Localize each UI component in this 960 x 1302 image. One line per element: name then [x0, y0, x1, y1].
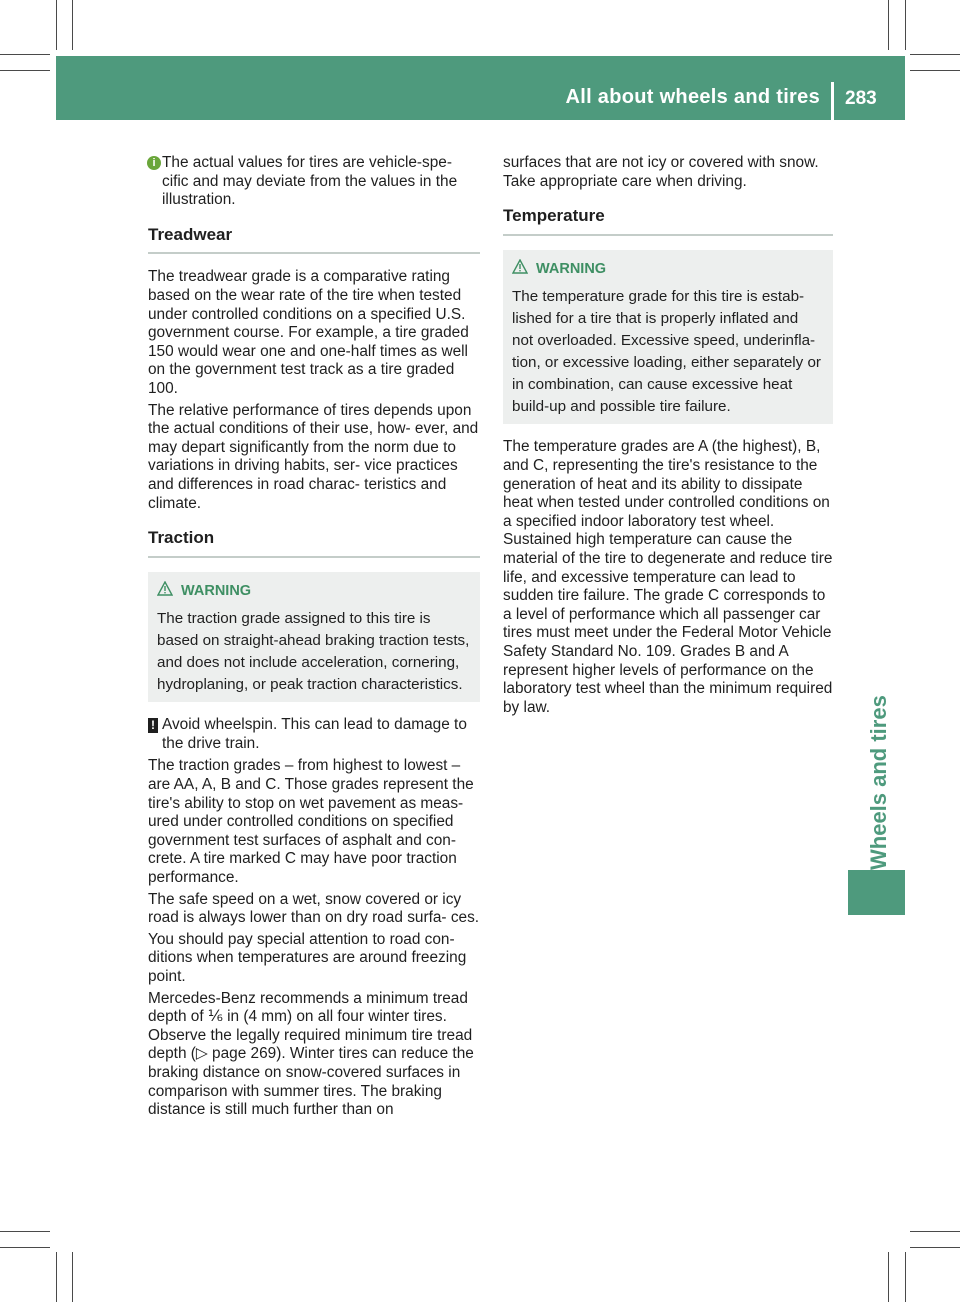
warning-heading — [512, 260, 823, 279]
crop-mark — [0, 1247, 50, 1248]
continuation-paragraph: surfaces that are not icy or covered with snow. Take appropriate care when driving. — [503, 154, 819, 190]
section-title-treadwear: Treadwear — [148, 226, 480, 255]
side-tab-marker — [848, 870, 905, 915]
right-column — [503, 154, 833, 733]
info-note — [148, 154, 480, 210]
crop-mark — [56, 1252, 57, 1302]
temperature-section — [503, 207, 833, 717]
section-title-temperature: Temperature — [503, 207, 833, 236]
crop-mark — [910, 1231, 960, 1232]
crop-mark — [888, 0, 889, 50]
info-note-text: The actual values for tires are vehicle-spe- cific and may deviate from the values in the illustration. — [162, 154, 458, 209]
header-divider — [831, 82, 834, 120]
crop-mark — [72, 1252, 73, 1302]
info-icon: i — [147, 156, 161, 170]
treadwear-paragraph: The treadwear grade is a comparative rating based on the wear rate of the tire when tested under controlled conditions on a specified U.S. government course. For example, a tire graded 150 would wear one and one-half times as well on the government test track as a tire graded 100. — [148, 268, 469, 397]
crop-mark — [905, 0, 906, 50]
caution-text: Avoid wheelspin. This can lead to damage to the drive train. — [162, 716, 467, 752]
crop-mark — [0, 70, 50, 71]
traction-paragraph: You should pay special attention to road con- ditions when temperatures are around freezing point. — [148, 930, 467, 985]
section-title-traction: Traction — [148, 529, 480, 558]
warning-box — [503, 250, 833, 425]
traction-paragraph: The safe speed on a wet, snow covered or icy road is always lower than on dry road surfa- ces. — [148, 890, 480, 927]
crop-mark — [0, 1231, 50, 1232]
warning-triangle-icon — [157, 581, 173, 596]
left-column — [148, 154, 480, 1136]
warning-box — [148, 572, 480, 703]
warning-text: The traction grade assigned to this tire is based on straight-ahead braking traction tests, and does not include acceleration, cornering, hydroplaning, or peak traction characteristics. — [157, 610, 470, 694]
crop-mark — [910, 1247, 960, 1248]
traction-paragraph: Mercedes-Benz recommends a minimum tread depth of ⅙ in (4 mm) on all four winter tires. Observe the legally required minimum tire tread depth (▷ page 269). Winter tires can reduce the braking distance on snow-covered surfaces in comparison with summer tires. The braking distance is still much further than on — [148, 989, 474, 1119]
warning-heading — [157, 582, 470, 601]
crop-mark — [905, 1252, 906, 1302]
warning-text: The temperature grade for this tire is estab- lished for a tire that is properly inflated and not overloaded. Excessive speed, underinfla- tion, or excessive loading, either separately or in combination, can cause excessive heat build-up and possible tire failure. — [512, 288, 821, 416]
crop-mark — [910, 70, 960, 71]
warning-label: WARNING — [536, 260, 607, 277]
treadwear-section — [148, 226, 480, 513]
crop-mark — [0, 54, 50, 55]
traction-paragraph: The traction grades – from highest to lowest – are AA, A, B and C. Those grades represent the tire's ability to stop on wet pavement as meas- ured under controlled conditions on specified government test surfaces of asphalt and con- crete. A tire marked C may have poor traction performance. — [148, 757, 474, 887]
crop-mark — [72, 0, 73, 50]
temperature-paragraph: The temperature grades are A (the highest), B, and C, representing the tire's resistance to the generation of heat and its ability to dissipate heat when tested under controlled conditions on a specified indoor laboratory test wheel. Sustained high temperature can cause the material of the tire to degenerate and reduce tire life, and excessive temperature can lead to sudden tire failure. The grade C corresponds to a level of performance which all passenger car tires must meet under the Federal Motor Vehicle Safety Standard No. 109. Grades B and A represent higher levels of performance on the laboratory test wheel than the minimum required by law. — [503, 438, 833, 716]
side-tab-label: Wheels and tires — [866, 695, 891, 870]
crop-mark — [910, 54, 960, 55]
caution-note — [148, 716, 480, 753]
crop-mark — [888, 1252, 889, 1302]
treadwear-paragraph: The relative performance of tires depends upon the actual conditions of their use, how- ever, and may depart significantly from the norm due to variations in driving habits, ser- vice practices and differences in road charac- teristics and climate. — [148, 401, 479, 512]
exclamation-icon: ! — [148, 718, 158, 733]
page-number: 283 — [845, 88, 877, 109]
header-title: All about wheels and tires — [565, 86, 820, 108]
crop-mark — [56, 0, 57, 50]
warning-triangle-icon — [512, 259, 528, 274]
warning-label: WARNING — [181, 582, 252, 599]
traction-section — [148, 529, 480, 1120]
